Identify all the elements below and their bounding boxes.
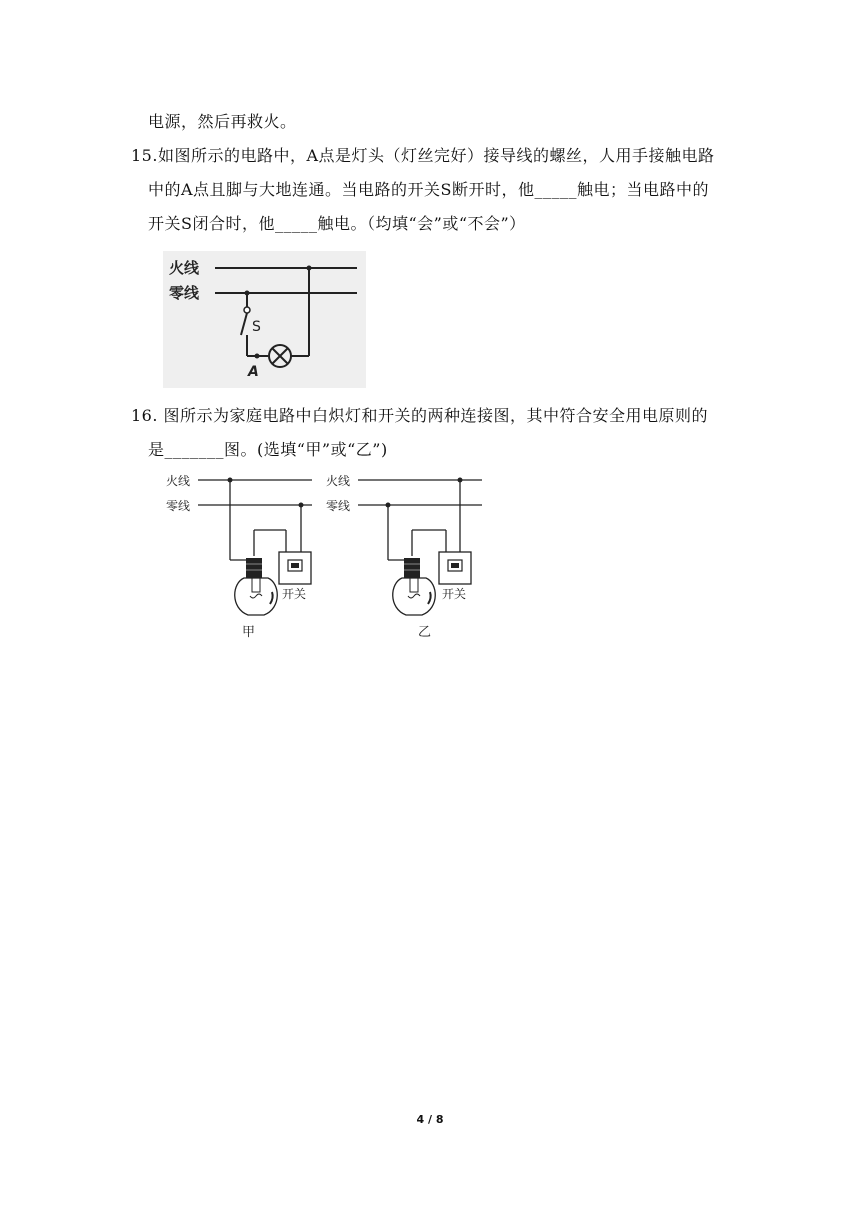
yi-caption: 乙 <box>418 625 432 640</box>
yi-switch-icon <box>439 552 471 584</box>
yi-bulb-icon <box>393 558 436 615</box>
q16-wiring-diagrams <box>160 468 490 644</box>
q16-line-2: 是_______图。(选填“甲”或“乙”) <box>148 440 388 459</box>
q15-circuit-diagram <box>163 251 366 388</box>
q15-line-2: 中的A点且脚与大地连通。当电路的开关S断开时，他_____触电；当电路中的 <box>148 180 710 199</box>
diagram-yi <box>326 473 482 640</box>
q15-line-3: 开关S闭合时，他_____触电。（均填“会”或“不会”） <box>148 214 526 233</box>
jia-switch-label: 开关 <box>282 587 307 601</box>
jia-bulb-icon <box>235 558 278 615</box>
jia-neutral-label: 零线 <box>166 499 191 513</box>
jia-switch-icon <box>279 552 311 584</box>
point-a-label: A <box>248 364 259 380</box>
yi-switch-label: 开关 <box>442 587 467 601</box>
live-wire-label: 火线 <box>169 259 200 277</box>
jia-live-label: 火线 <box>166 474 191 488</box>
jia-caption: 甲 <box>242 625 256 640</box>
switch-label: S <box>252 319 261 335</box>
q16-line-1: 16. 图所示为家庭电路中白炽灯和开关的两种连接图，其中符合安全用电原则的 <box>131 406 709 425</box>
q15-line-1: 15.如图所示的电路中，A点是灯头（灯丝完好）接导线的螺丝，人用手接触电路 <box>131 146 715 165</box>
page-number: 4 / 8 <box>416 1113 444 1126</box>
point-a-dot <box>255 354 260 359</box>
yi-live-label: 火线 <box>326 474 351 488</box>
continuation-text: 电源，然后再救火。 <box>148 112 297 131</box>
yi-neutral-label: 零线 <box>326 499 351 513</box>
diagram-jia <box>166 473 312 640</box>
neutral-wire-label: 零线 <box>169 284 200 302</box>
